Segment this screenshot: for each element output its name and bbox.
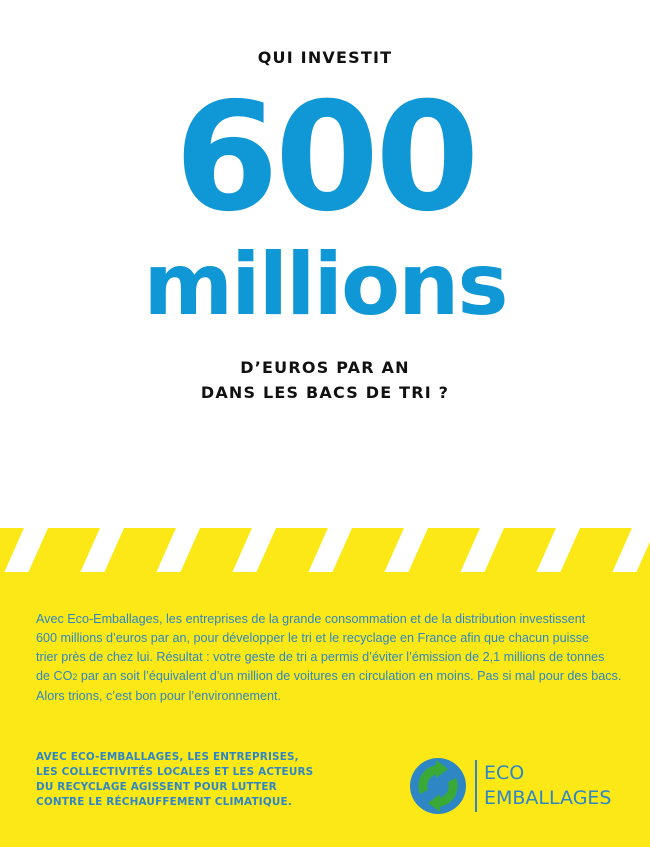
logo-divider [475,760,477,812]
body-line [36,667,636,687]
body-line: 600 millions d’euros par an, pour développer le tri et le recyclage en France afin que chacun puisse [36,631,590,645]
headline-bottom [0,355,650,405]
slogan-line: DU RECYCLAGE AGISSENT POUR LUTTER [36,781,277,793]
eco-emballages-logo [408,756,638,816]
slogan [36,750,336,810]
body-line: Alors trions, c’est bon pour l’environnement. [36,689,282,703]
recycling-green-dot-icon [408,756,468,816]
body-co2-subscript: 2 [72,672,78,682]
body-co2-prefix: de CO [36,669,73,683]
headline-amount: 600 [174,71,476,245]
hazard-stripes [0,528,650,573]
slogan-line: CONTRE LE RÉCHAUFFEMENT CLIMATIQUE. [36,796,292,808]
slogan-line: AVEC ECO-EMBALLAGES, LES ENTREPRISES, [36,751,299,763]
logo-wordmark [484,761,612,811]
slogan-line: LES COLLECTIVITÉS LOCALES ET LES ACTEURS [36,766,314,778]
logo-line2: EMBALLAGES [484,787,612,809]
body-line: trier près de chez lui. Résultat : votre geste de tri a permis d’éviter l’émission de 2,1 millions de tonnes [36,650,605,664]
body-line: Avec Eco-Emballages, les entreprises de la grande consommation et de la distribution investissent [36,612,586,626]
headline-bottom-line1: D’EUROS PAR AN [240,358,410,377]
logo-line1: ECO [484,762,525,784]
body-paragraph [36,610,636,706]
headline-bottom-line2: DANS LES BACS DE TRI ? [200,383,450,402]
headline-top: QUI INVESTIT [257,48,393,67]
body-co2-suffix: par an soit l’équivalent d’un million de voitures en circulation en moins. Pas si mal pour des bacs. [77,669,622,683]
headline-unit: millions [143,235,507,335]
